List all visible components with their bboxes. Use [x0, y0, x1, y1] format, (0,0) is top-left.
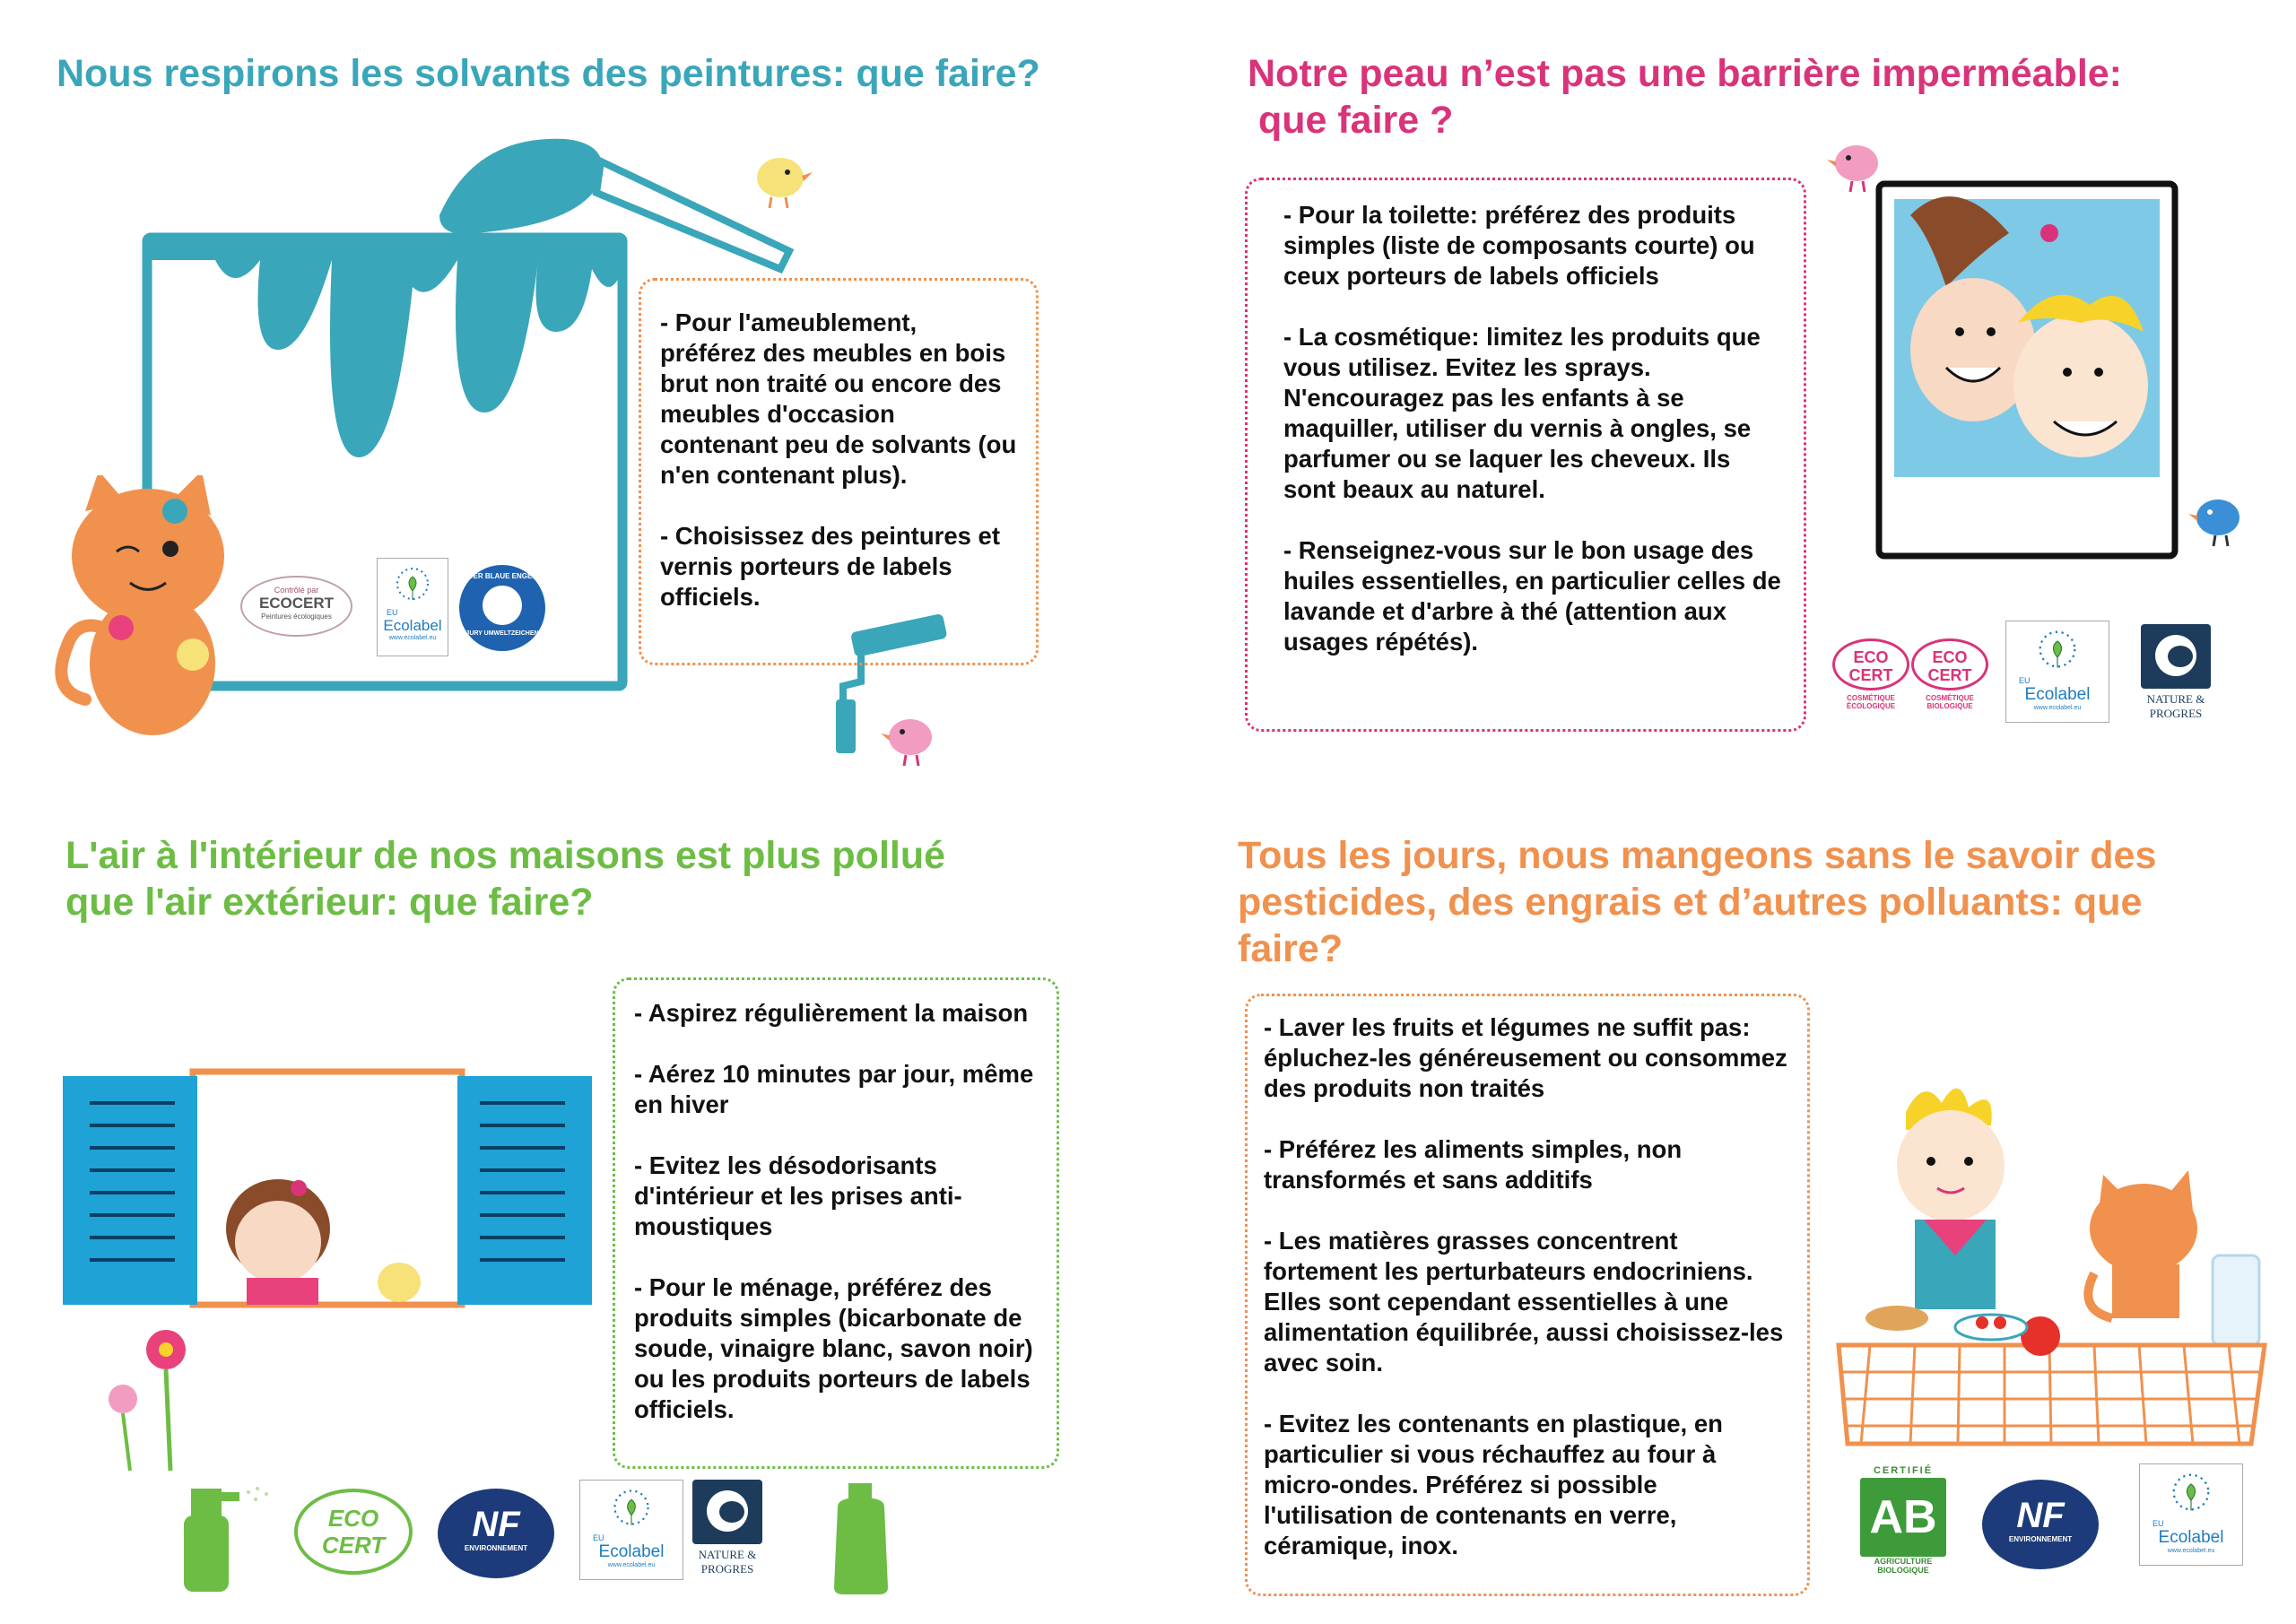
- window-girl-illustration: [58, 1063, 614, 1475]
- eu-flower-icon: [2035, 627, 2080, 672]
- orange-cat-illustration: [49, 475, 238, 735]
- detergent-bottle-icon: [825, 1480, 897, 1596]
- q1-tip: - Choisissez des peintures et vernis porteurs de labels officiels.: [660, 522, 1000, 611]
- q3-tips-box: [613, 977, 1059, 1469]
- kids-photo-frame-illustration: [1874, 179, 2188, 565]
- pink-bird-icon: [879, 708, 942, 771]
- nf-environnement-logo: [438, 1489, 554, 1578]
- ecocert1-name: ECO CERT: [1848, 648, 1893, 684]
- ecocert-name: ECOCERT: [258, 595, 335, 612]
- ecocert2-name: ECO CERT: [1927, 648, 1972, 684]
- q3-title: [65, 832, 945, 925]
- ab-bio-logo: [1858, 1465, 1948, 1587]
- ecolabel-url: www.ecolabel.eu: [2033, 705, 2082, 711]
- q1-title: Nous respirons les solvants des peintures: que faire?: [57, 52, 1040, 95]
- ecolabel-eu: EU: [2152, 1519, 2164, 1528]
- q4-title-line1: Tous les jours, nous mangeons sans le savoir des: [1238, 834, 2157, 877]
- q3-tip: - Aérez 10 minutes par jour, même en hiver: [634, 1060, 1034, 1118]
- np-line2: PROGRES: [700, 1562, 754, 1576]
- ecolabel-name: Ecolabel: [2158, 1528, 2224, 1547]
- ecolabel-url: www.ecolabel.eu: [388, 635, 437, 641]
- q4-tip: - Evitez les contenants en plastique, en particulier si vous réchauffez au four à micro-ondes. Préférez si possible l'utilisation de contenants en verre, céramique, inox.: [1264, 1410, 1723, 1559]
- angel-icon: [483, 586, 522, 625]
- nf-environnement-logo: [1982, 1480, 2099, 1569]
- q2-tip: - Pour la toilette: préférez des produits simples (liste de composants courte) ou ceux porteurs de labels officiels: [1283, 201, 1755, 290]
- q3-title-line1: L'air à l'intérieur de nos maisons est plus pollué: [65, 834, 946, 877]
- q2-title-line2: que faire ?: [1248, 99, 1454, 142]
- q2-tip: - Renseignez-vous sur le bon usage des huiles essentielles, en particulier celles de lavande et d'arbre à thé (attention aux usages répétés).: [1283, 536, 1781, 656]
- q4-title: [1238, 832, 2156, 972]
- ab-name: AB: [1869, 1491, 1937, 1543]
- ecolabel-logo: [579, 1480, 683, 1580]
- ecocert-logo: [240, 576, 352, 637]
- q4-tip: - Laver les fruits et légumes ne suffit pas: épluchez-les généreusement ou consommez des produits non traités: [1264, 1013, 1787, 1102]
- ecolabel-url: www.ecolabel.eu: [2167, 1548, 2215, 1554]
- np-line1: NATURE &: [2146, 692, 2205, 706]
- ecocert-cosmetique-ecologique-logo: [1830, 638, 1912, 719]
- ecocert-name: ECO CERT: [321, 1505, 386, 1559]
- eu-flower-icon: [2169, 1470, 2213, 1515]
- ecolabel-name: Ecolabel: [383, 617, 442, 634]
- ecolabel-name: Ecolabel: [598, 1542, 665, 1561]
- q4-tip: - Les matières grasses concentrent fortement les perturbateurs endocriniens. Elles sont cependant essentielles à une alimentation équilibrée, aussi choisissez-les avec soin.: [1264, 1227, 1784, 1376]
- q4-title-line2: pesticides, des engrais et d’autres polluants: que: [1238, 881, 2143, 924]
- ab-line1: AGRICULTURE: [1874, 1557, 1933, 1566]
- nature-progres-logo: [2137, 624, 2214, 728]
- eu-flower-icon: [610, 1486, 653, 1529]
- nf-sub: ENVIRONNEMENT: [2008, 1535, 2073, 1543]
- nf-name: NF: [2016, 1496, 2065, 1535]
- ecolabel-eu: EU: [387, 608, 398, 617]
- q1-tips-box: [639, 278, 1039, 665]
- q4-tip: - Préférez les aliments simples, non transformés et sans additifs: [1264, 1135, 1683, 1194]
- ecolabel-logo: [377, 558, 448, 656]
- q2-title: [1248, 50, 2122, 143]
- blue-bird-icon: [2188, 489, 2251, 551]
- q2-tips-box: [1245, 178, 1806, 732]
- ecolabel-url: www.ecolabel.eu: [607, 1562, 656, 1568]
- spray-bottle-icon: [175, 1480, 278, 1596]
- ecolabel-eu: EU: [2019, 676, 2031, 685]
- ecolabel-logo: [2139, 1463, 2243, 1566]
- eu-flower-icon: [393, 564, 432, 604]
- ecolabel-logo: [2005, 621, 2109, 723]
- q3-title-line2: que l'air extérieur: que faire?: [65, 881, 594, 924]
- ecocert1-sub: COSMÉTIQUE ÉCOLOGIQUE: [1846, 694, 1896, 710]
- q4-tips-box: [1245, 994, 1810, 1596]
- ecolabel-name: Ecolabel: [2024, 685, 2091, 704]
- ecolabel-eu: EU: [593, 1533, 604, 1542]
- q3-tip: - Pour le ménage, préférez des produits simples (bicarbonate de soude, vinaigre blanc, savon noir) ou les produits porteurs de labels officiels.: [634, 1273, 1033, 1423]
- q2-tip: - La cosmétique: limitez les produits que vous utilisez. Evitez les sprays. N'encouragez pas les enfants à se maquiller, utiliser du vernis à ongles, se parfumer ou se laquer les cheveux. Ils sont beaux au naturel.: [1283, 323, 1761, 503]
- kid-table-illustration: [1825, 1076, 2274, 1453]
- q3-tip: - Aspirez régulièrement la maison: [634, 999, 1029, 1027]
- blaue-engel-top: DER BLAUE ENGEL: [467, 572, 537, 580]
- ecocert2-sub: COSMÉTIQUE BIOLOGIQUE: [1926, 694, 1974, 710]
- ecocert-top: Contrôlé par: [274, 586, 319, 595]
- q3-tip: - Evitez les désodorisants d'intérieur et les prises anti-moustiques: [634, 1151, 962, 1240]
- blaue-engel-logo: [459, 565, 545, 651]
- yellow-bird-icon: [744, 143, 816, 211]
- q4-title-line3: faire?: [1238, 927, 1344, 970]
- blaue-engel-bottom: JURY UMWELTZEICHEN: [465, 630, 539, 637]
- q2-title-line1: Notre peau n’est pas une barrière imperméable:: [1248, 52, 2122, 95]
- ecocert-logo: [294, 1489, 413, 1575]
- nf-sub: ENVIRONNEMENT: [464, 1544, 528, 1552]
- np-line1: NATURE &: [698, 1548, 757, 1561]
- q1-tip: - Pour l'ameublement, préférez des meubles en bois brut non traité ou encore des meubles d'occasion contenant peu de solvants (ou n'en contenant plus).: [660, 308, 1017, 489]
- ab-line2: BIOLOGIQUE: [1877, 1566, 1929, 1575]
- ab-top: CERTIFIÉ: [1873, 1465, 1934, 1476]
- nature-progres-logo: [689, 1480, 766, 1584]
- ecocert-cosmetique-biologique-logo: [1909, 638, 1991, 719]
- ecocert-sub: Peintures écologiques: [261, 612, 332, 621]
- nf-name: NF: [472, 1505, 520, 1544]
- np-line2: PROGRES: [2149, 707, 2203, 720]
